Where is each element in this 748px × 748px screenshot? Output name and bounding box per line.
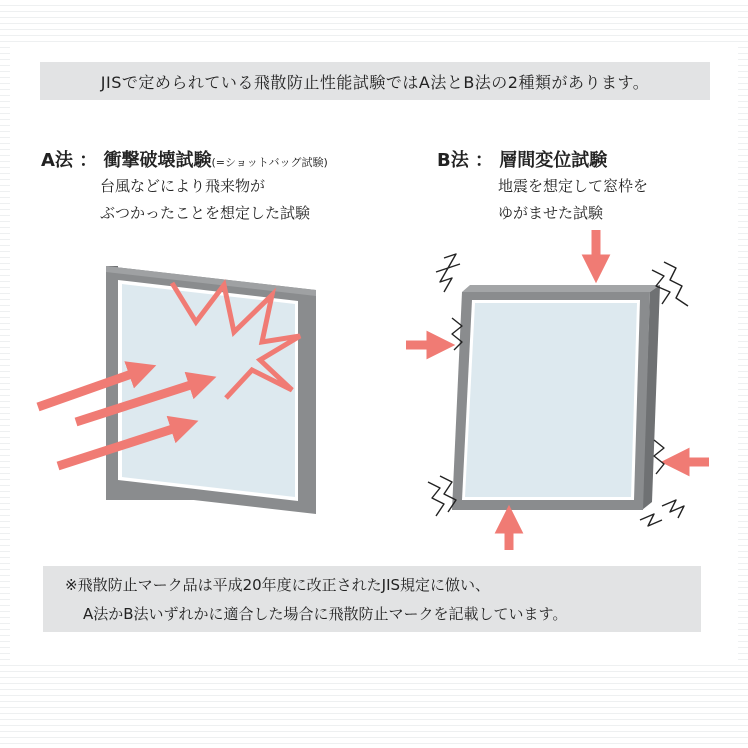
method-a-desc-line2: ぶつかったことを想定した試験 [100,204,311,222]
shake-mark-icon [640,514,662,526]
method-a-desc-line1: 台風などにより飛来物が [100,177,266,195]
method-a-title-note: (=ショットバッグ試験) [211,156,328,169]
intro-banner-text: JISで定められている飛散防止性能試験ではA法とB法の2種類があります。 [100,72,650,92]
window-b-frame-top [462,285,660,292]
method-b-desc-line1: 地震を想定して窓枠を [498,177,649,195]
window-b-glass [465,303,637,497]
method-b-title: B法 ： 層間変位試験 [437,150,608,171]
shake-mark-icon [664,262,688,306]
note-line1: ※飛散防止マーク品は平成20年度に改正されたJIS規定に倣い、 [65,576,491,594]
shake-mark-icon [428,482,444,516]
deformed-window [452,285,660,510]
shake-mark-icon [654,440,664,474]
note-line2: A法かB法いずれかに適合した場合に飛散防止マークを記載しています。 [83,605,568,623]
shake-mark-icon [436,268,452,292]
shake-mark-icon [662,500,684,518]
shake-mark-icon [444,254,460,268]
method-b-desc-line2: ゆがませた試験 [498,204,604,222]
compliance-note [43,566,701,632]
method-a-title: A法 ： 衝撃破壊試験 [41,150,212,171]
